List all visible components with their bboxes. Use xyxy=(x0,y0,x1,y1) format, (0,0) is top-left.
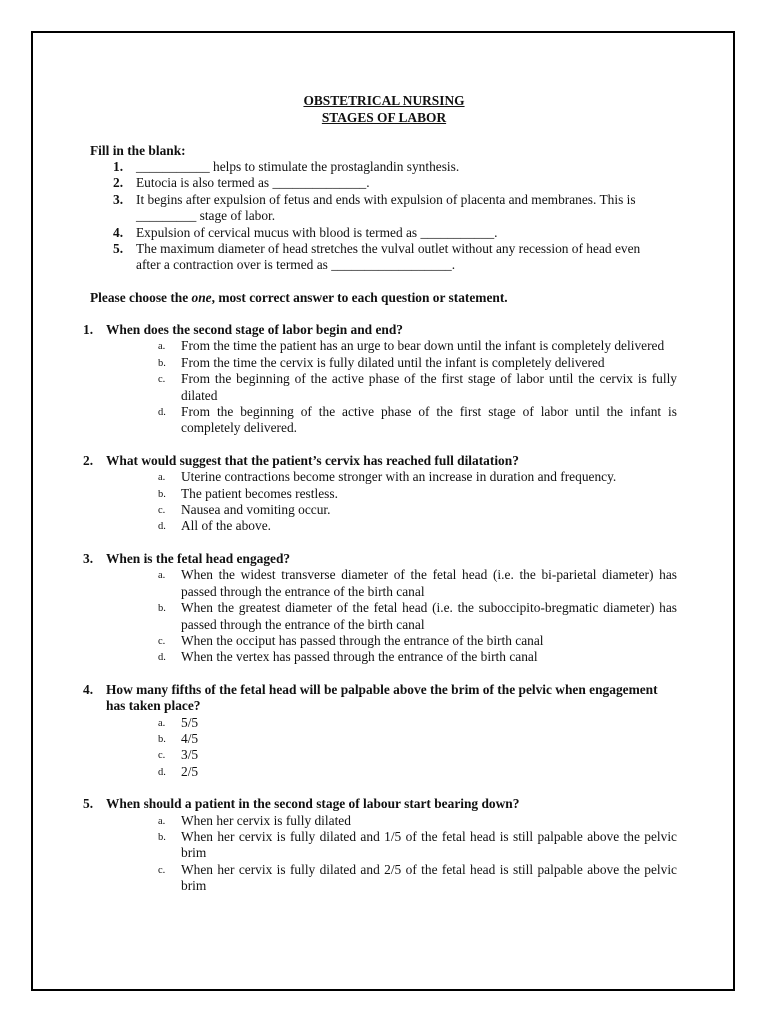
answer-option xyxy=(0,371,677,404)
option-letter: a. xyxy=(158,815,166,827)
answer-option xyxy=(0,469,677,485)
option-text: All of the above. xyxy=(181,518,271,534)
document-title: OBSTETRICAL NURSING xyxy=(303,93,465,108)
option-letter: a. xyxy=(158,570,166,582)
answer-option xyxy=(0,567,677,600)
fill-in-item xyxy=(0,225,656,241)
answer-option xyxy=(0,600,677,633)
question-5 xyxy=(0,796,768,894)
option-letter: b. xyxy=(158,357,166,369)
item-number: 5. xyxy=(113,241,124,257)
option-text: 4/5 xyxy=(181,730,199,746)
option-text: When the greatest diameter of the fetal head (i.e. the suboccipito-bregmatic diameter) has passed through the entrance of the birth canal xyxy=(181,600,677,632)
question-1 xyxy=(0,322,768,437)
option-letter: a. xyxy=(158,472,166,484)
item-number: 2. xyxy=(113,175,124,191)
answer-option xyxy=(0,715,677,731)
option-text: When her cervix is fully dilated xyxy=(181,812,351,828)
option-text: Nausea and vomiting occur. xyxy=(181,502,331,518)
item-text: It begins after expulsion of fetus and ends with expulsion of placenta and membranes. This is _________ stage of labor. xyxy=(136,191,636,224)
fill-in-item xyxy=(0,241,656,274)
option-letter: c. xyxy=(158,635,166,647)
option-letter: c. xyxy=(158,505,166,517)
option-letter: d. xyxy=(158,521,166,533)
answer-option xyxy=(0,747,677,763)
option-letter: b. xyxy=(158,603,166,615)
instruction-text-start: Please choose the xyxy=(90,290,192,305)
item-text: Eutocia is also termed as ______________. xyxy=(136,175,370,191)
document-subtitle: STAGES OF LABOR xyxy=(321,110,447,125)
item-number: 3. xyxy=(113,191,124,207)
question-text: When does the second stage of labor begin and end? xyxy=(106,322,403,337)
answer-option xyxy=(0,486,677,502)
option-text: From the time the patient has an urge to bear down until the infant is completely delivered xyxy=(181,338,665,354)
option-text: When her cervix is fully dilated and 2/5 of the fetal head is still palpable above the pelvic brim xyxy=(181,861,677,894)
option-letter: b. xyxy=(158,831,166,843)
option-text: From the beginning of the active phase of the first stage of labor until the infant is completely delivered. xyxy=(181,404,677,436)
option-text: 3/5 xyxy=(181,747,199,763)
option-text: When the widest transverse diameter of the fetal head (i.e. the bi-parietal diameter) has passed through the entrance of the birth canal xyxy=(181,567,677,599)
option-text: When the vertex has passed through the entrance of the birth canal xyxy=(181,649,538,665)
option-letter: c. xyxy=(158,750,166,762)
answer-option xyxy=(0,829,677,862)
option-letter: d. xyxy=(158,766,166,778)
question-number: 5. xyxy=(83,796,94,812)
fill-in-item xyxy=(0,175,656,191)
question-text: When is the fetal head engaged? xyxy=(106,550,291,566)
option-letter: d. xyxy=(158,652,166,664)
option-text: Uterine contractions become stronger with an increase in duration and frequency. xyxy=(181,469,617,485)
answer-option xyxy=(0,355,677,371)
answer-option xyxy=(0,764,677,780)
instruction-emphasis: one xyxy=(191,290,212,305)
question-4 xyxy=(0,682,768,780)
option-text: From the beginning of the active phase of the first stage of labor until the cervix is fully dilated xyxy=(181,371,677,403)
answer-option xyxy=(0,731,677,747)
question-text: How many fifths of the fetal head will be palpable above the brim of the pelvic when engagement has taken place? xyxy=(106,681,658,714)
answer-option xyxy=(0,502,677,518)
fill-in-item xyxy=(0,159,656,175)
question-text: When should a patient in the second stage of labour start bearing down? xyxy=(106,796,520,812)
question-stem xyxy=(0,682,678,715)
question-stem xyxy=(0,322,678,338)
item-number: 1. xyxy=(113,159,124,174)
question-number: 2. xyxy=(83,452,94,468)
question-number: 3. xyxy=(83,550,94,566)
option-text: 2/5 xyxy=(181,763,199,779)
item-number: 4. xyxy=(113,224,124,240)
option-text: 5/5 xyxy=(181,714,199,730)
fill-in-list xyxy=(0,159,768,274)
question-stem xyxy=(0,796,678,812)
fill-in-heading: Fill in the blank: xyxy=(90,143,186,158)
item-text: ___________ helps to stimulate the prostaglandin synthesis. xyxy=(136,159,460,174)
answer-option xyxy=(0,813,677,829)
answer-option xyxy=(0,649,677,665)
option-text: When her cervix is fully dilated and 1/5 of the fetal head is still palpable above the pelvic brim xyxy=(181,828,677,861)
option-letter: b. xyxy=(158,488,166,500)
instruction-text-end: , most correct answer to each question or statement. xyxy=(211,290,508,305)
item-text: The maximum diameter of head stretches the vulval outlet without any recession of head even after a contraction over is termed as __________________. xyxy=(136,241,641,273)
question-text: What would suggest that the patient’s cervix has reached full dilatation? xyxy=(106,452,519,468)
option-letter: c. xyxy=(158,864,166,876)
question-list xyxy=(0,322,768,911)
question-2 xyxy=(0,453,768,535)
option-letter: a. xyxy=(158,717,166,729)
option-text: The patient becomes restless. xyxy=(181,485,338,501)
option-letter: a. xyxy=(158,341,166,353)
option-text: When the occiput has passed through the entrance of the birth canal xyxy=(181,632,544,648)
question-stem xyxy=(0,551,678,567)
answer-option xyxy=(0,404,677,437)
item-text: Expulsion of cervical mucus with blood is termed as ___________. xyxy=(136,224,498,240)
answer-option xyxy=(0,862,677,895)
option-text: From the time the cervix is fully dilated until the infant is completely delivered xyxy=(181,354,605,370)
fill-in-item xyxy=(0,192,656,225)
option-letter: b. xyxy=(158,733,166,745)
answer-option xyxy=(0,518,677,534)
answer-option xyxy=(0,338,677,354)
answer-option xyxy=(0,633,677,649)
question-3 xyxy=(0,551,768,666)
question-stem xyxy=(0,453,678,469)
question-number: 1. xyxy=(83,322,94,337)
question-number: 4. xyxy=(83,681,94,697)
option-letter: d. xyxy=(158,407,166,419)
option-letter: c. xyxy=(158,374,166,386)
mcq-instruction xyxy=(90,290,508,306)
